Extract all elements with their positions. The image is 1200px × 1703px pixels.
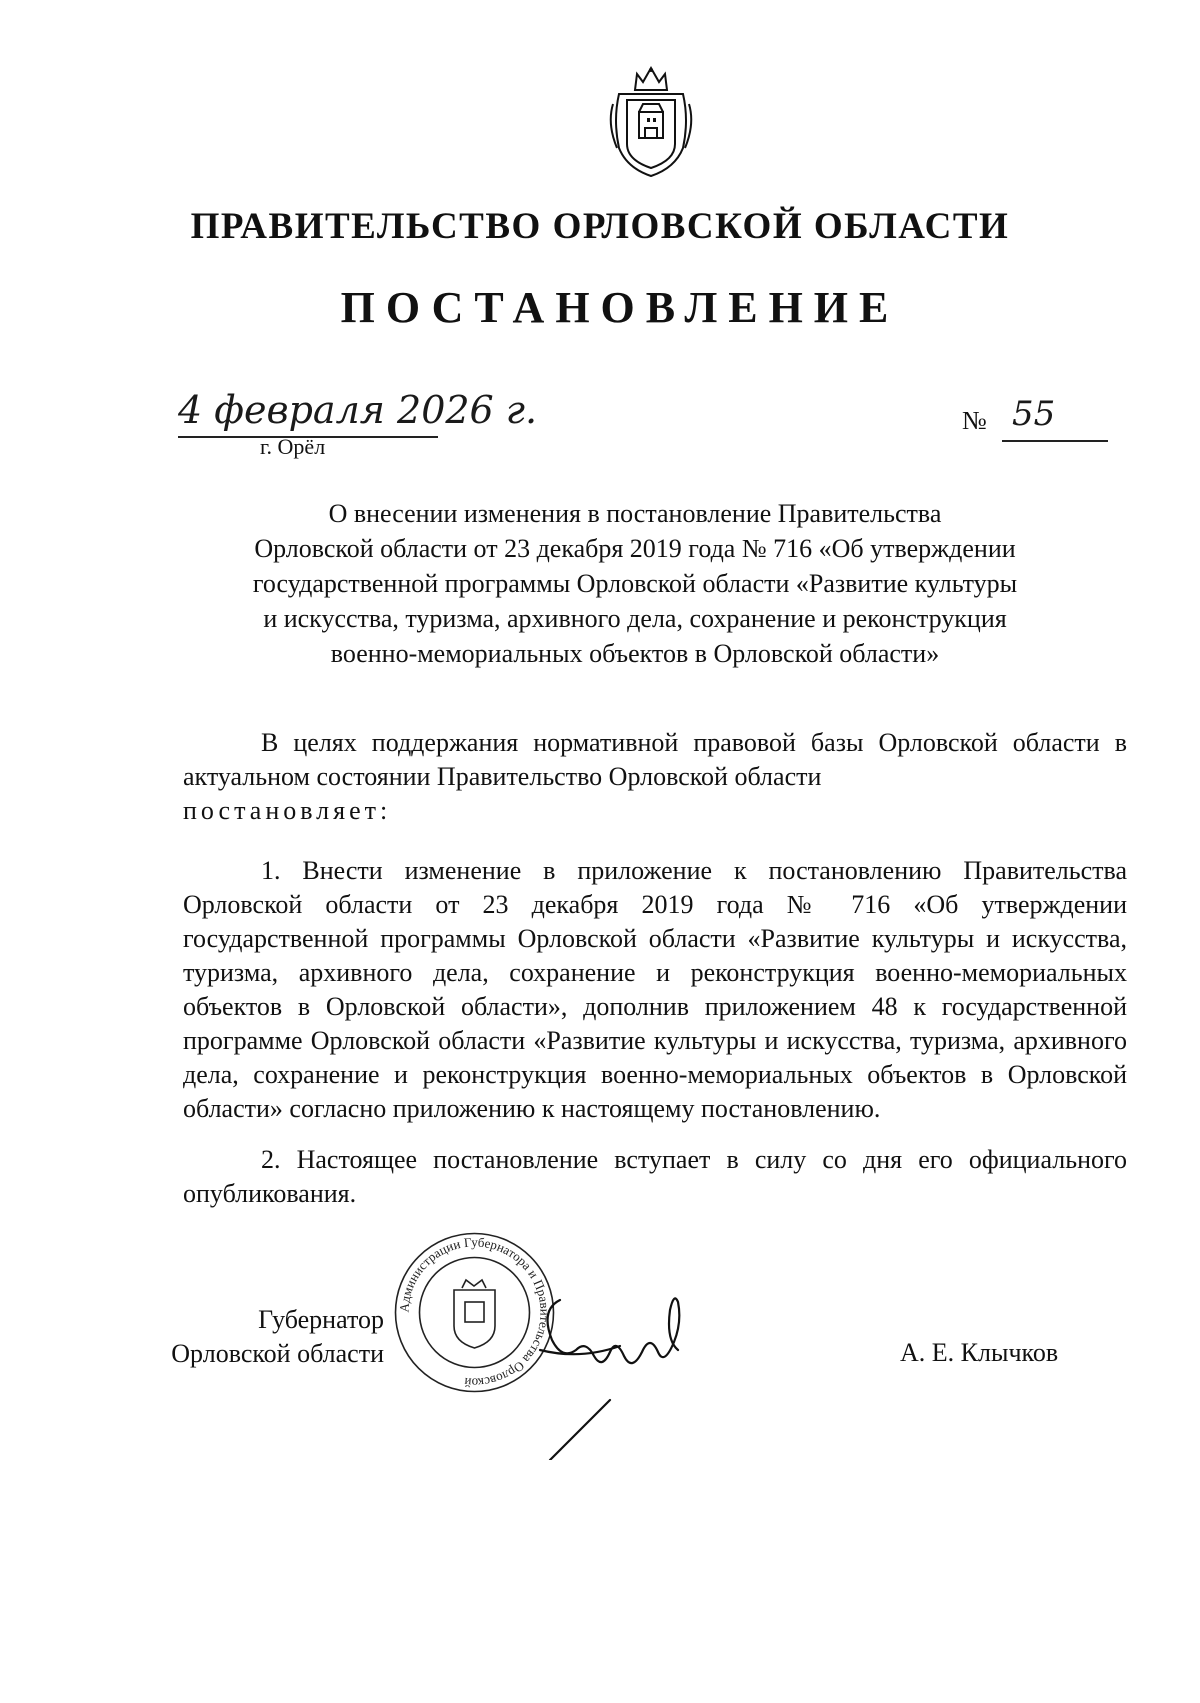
item-1-paragraph: 1. Внести изменение в приложение к постановлению Правительства Орловской области от 23 декабря 2019 года № 716 «Об утверждении государственной программы Орловской области «Развитие культуры и искусства, туризма, архивного дела, сохранение и реконструкция военно-мемориальных объектов в Орловской области», дополнив приложением 48 к государственной программе Орловской области «Развитие культуры и искусства, туризма, архивного дела, сохранение и реконструкция военно-мемориальных объектов в Орловской области» согласно приложению к настоящему постановлению. [183, 856, 1127, 1123]
signatory-title [0, 1303, 384, 1371]
signatory-title-line: Губернатор [258, 1305, 384, 1334]
document-city: г. Орёл [260, 434, 326, 459]
item-2-paragraph: 2. Настоящее постановление вступает в силу со дня его официального опубликования. [183, 1145, 1127, 1208]
organization-title: ПРАВИТЕЛЬСТВО ОРЛОВСКОЙ ОБЛАСТИ [190, 206, 1010, 247]
signatory-name: А. Е. Клычков [900, 1338, 1059, 1367]
subject-line: и искусства, туризма, архивного дела, сохранение и реконструкция [263, 604, 1007, 633]
coat-of-arms-icon [605, 60, 697, 180]
seal-text: Администрации Губернатора и Правительства Орловской [396, 1234, 553, 1391]
document-subject [220, 496, 1050, 671]
document-type-title: ПОСТАНОВЛЕНИЕ [340, 283, 900, 332]
document-number: 55 [1012, 394, 1056, 434]
resolves-text: постановляет: [183, 796, 392, 825]
subject-line: военно-мемориальных объектов в Орловской области» [330, 639, 940, 668]
preamble-text: В целях поддержания нормативной правовой базы Орловской области в актуальном состоянии Правительство Орловской области [183, 728, 1127, 791]
number-underline [1002, 440, 1108, 442]
handwritten-signature [520, 1280, 740, 1460]
subject-line: государственной программы Орловской области «Развитие культуры [252, 569, 1018, 598]
preamble-paragraph [183, 726, 1127, 828]
subject-line: Орловской области от 23 декабря 2019 года № 716 «Об утверждении [254, 534, 1016, 563]
signatory-title-line: Орловской области [171, 1339, 384, 1368]
number-sign: № [962, 406, 987, 435]
subject-line: О внесении изменения в постановление Правительства [328, 499, 942, 528]
document-date: 4 февраля 2026 г. [178, 388, 538, 432]
